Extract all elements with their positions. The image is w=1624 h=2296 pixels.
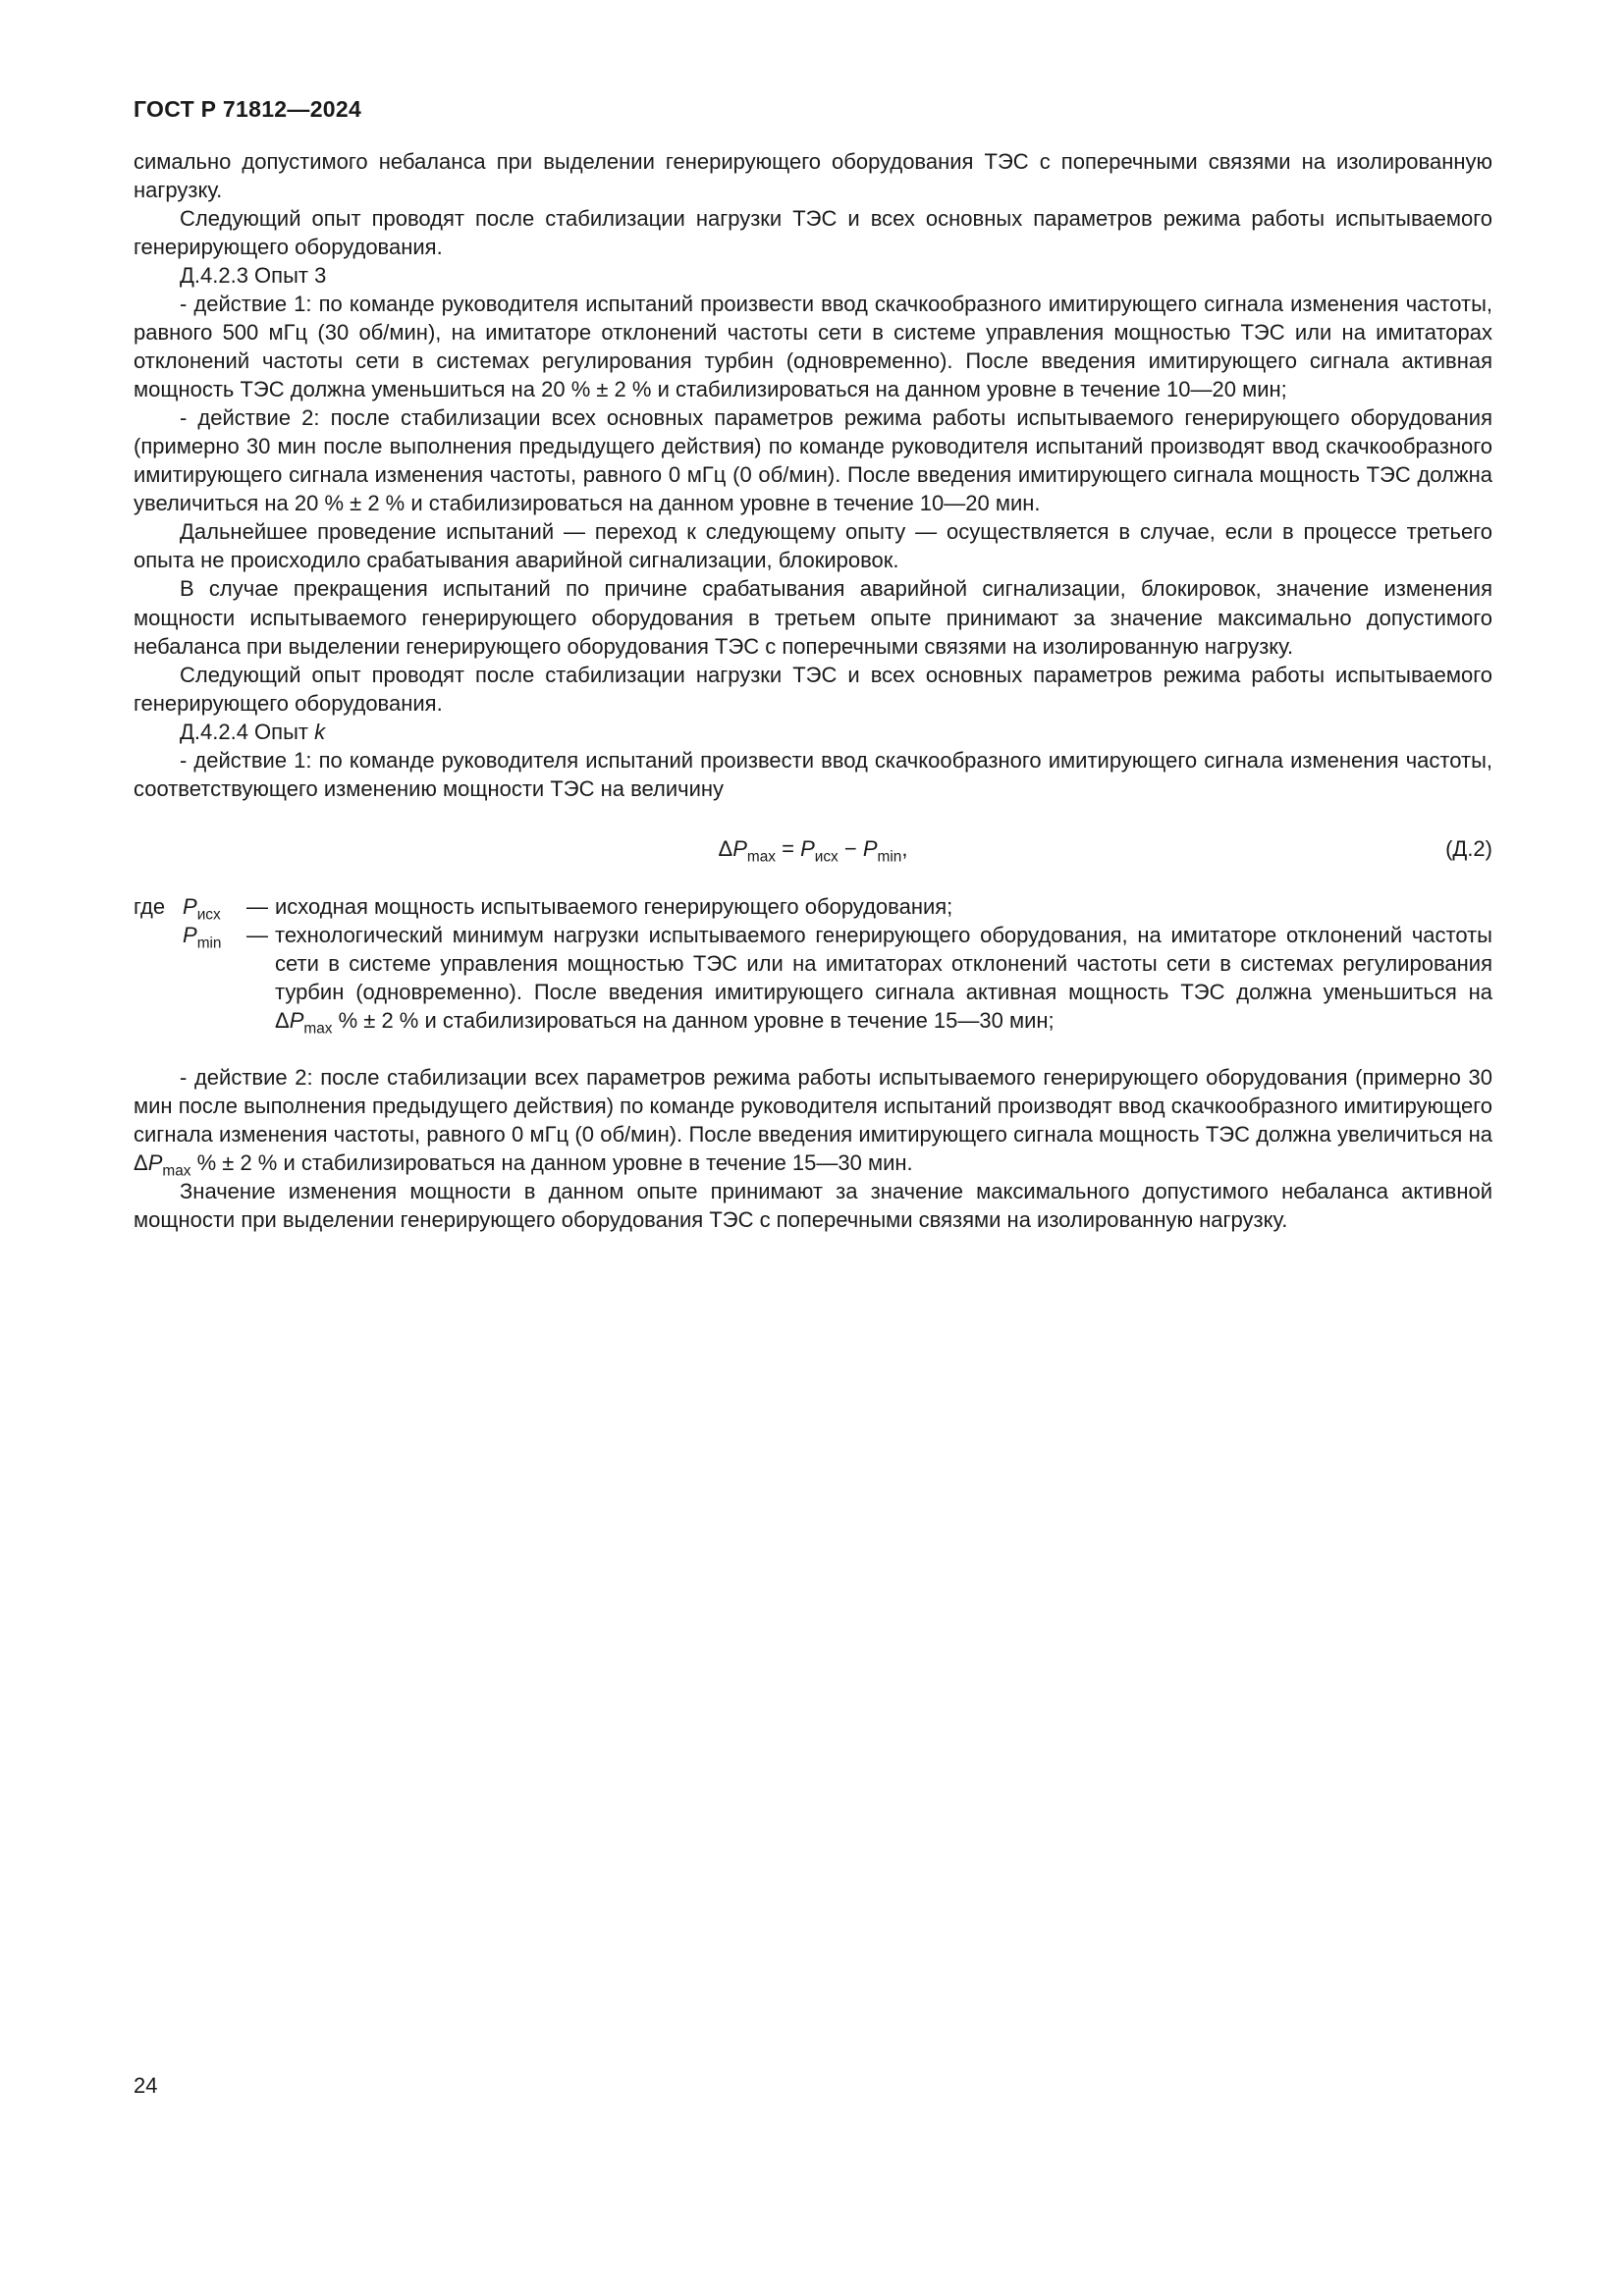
dash: — xyxy=(246,922,268,947)
paragraph: Значение изменения мощности в данном опыте принимают за значение максимального допустимого небаланса активной мощности при выделении генерирующего оборудования ТЭС с поперечными связями на изолированную нагрузку. xyxy=(134,1179,1492,1233)
where-item xyxy=(134,921,1492,1038)
section-heading: Д.4.2.4 Опыт k xyxy=(180,719,326,744)
paragraph: Следующий опыт проводят после стабилизации нагрузки ТЭС и всех основных параметров режима работы испытываемого генерирующего оборудования. xyxy=(134,662,1492,716)
symbol-p-min: $P_{min}$ xyxy=(183,922,222,952)
document-code-header: ГОСТ Р 71812—2024 xyxy=(134,96,362,122)
document-content xyxy=(134,147,1492,1234)
section-heading: Д.4.2.3 Опыт 3 xyxy=(180,263,327,289)
formula-d2: $\Delta P_{max} = P_{исх} - P_{min}$, xyxy=(718,835,908,866)
formula-where-list xyxy=(134,892,1492,1038)
where-label: где xyxy=(134,893,166,919)
paragraph: В случае прекращения испытаний по причине срабатывания аварийной сигнализации, блокировок, значение изменения мощности испытываемого генерирующего оборудования в третьем опыте принимают за значение максимально допустимого небаланса при выделении генерирующего оборудования ТЭС с поперечными связями на изолированную нагрузку. xyxy=(134,576,1492,659)
formula-block xyxy=(134,834,1492,866)
paragraph: - действие 1: по команде руководителя испытаний произвести ввод скачкообразного имитирующего сигнала изменения частоты, соответствующего изменению мощности ТЭС на величину xyxy=(134,747,1492,801)
definition-text: технологический минимум нагрузки испытываемого генерирующего оборудования, на имитаторе отклонений частоты сети в системе управления мощностью ТЭС или на имитаторах отклонений частоты сети в системах регулирования турбин (одновременно). После введения имитирующего сигнала активная мощность ТЭС должна уменьшиться на $\Delta P_{max}$ % ± 2 % и стабилизироваться на данном уровне в течение 15—30 мин; xyxy=(275,922,1492,1038)
formula-number: (Д.2) xyxy=(1445,835,1492,861)
dash: — xyxy=(246,893,268,919)
where-item xyxy=(134,892,1492,924)
paragraph: - действие 2: после стабилизации всех основных параметров режима работы испытываемого генерирующего оборудования (примерно 30 мин после выполнения предыдущего действия) по команде руководителя испытаний производят ввод скачкообразного имитирующего сигнала изменения частоты, равного 0 мГц (0 об/мин). После введения имитирующего сигнала мощность ТЭС должна увеличиться на 20 % ± 2 % и стабилизироваться на данном уровне в течение 10—20 мин. xyxy=(134,405,1492,516)
paragraph: - действие 2: после стабилизации всех параметров режима работы испытываемого генерирующего оборудования (примерно 30 мин после выполнения предыдущего действия) по команде руководителя испытаний производят ввод скачкообразного имитирующего сигнала изменения частоты, равного 0 мГц (0 об/мин). После введения имитирующего сигнала мощность ТЭС должна увеличиться на $\Delta P_{max}$ % ± 2 % и стабилизироваться на данном уровне в течение 15—30 мин. xyxy=(134,1064,1492,1180)
paragraph: Дальнейшее проведение испытаний — переход к следующему опыту — осуществляется в случае, если в процессе третьего опыта не происходило срабатывания аварийной сигнализации, блокировок. xyxy=(134,519,1492,573)
paragraph: - действие 1: по команде руководителя испытаний произвести ввод скачкообразного имитирующего сигнала изменения частоты, равного 500 мГц (30 об/мин), на имитаторе отклонений частоты сети в системе управления мощностью ТЭС или на имитаторах отклонений частоты сети в системах регулирования турбин (одновременно). После введения имитирующего сигнала активная мощность ТЭС должна уменьшиться на 20 % ± 2 % и стабилизироваться на данном уровне в течение 10—20 мин; xyxy=(134,292,1492,402)
paragraph: Следующий опыт проводят после стабилизации нагрузки ТЭС и всех основных параметров режима работы испытываемого генерирующего оборудования. xyxy=(134,206,1492,260)
definition-text: исходная мощность испытываемого генерирующего оборудования; xyxy=(275,893,953,919)
page-number: 24 xyxy=(134,2073,158,2098)
paragraph: симально допустимого небаланса при выделении генерирующего оборудования ТЭС с поперечными связями на изолированную нагрузку. xyxy=(134,149,1492,203)
symbol-p-isx: $P_{исх}$ xyxy=(183,893,221,924)
